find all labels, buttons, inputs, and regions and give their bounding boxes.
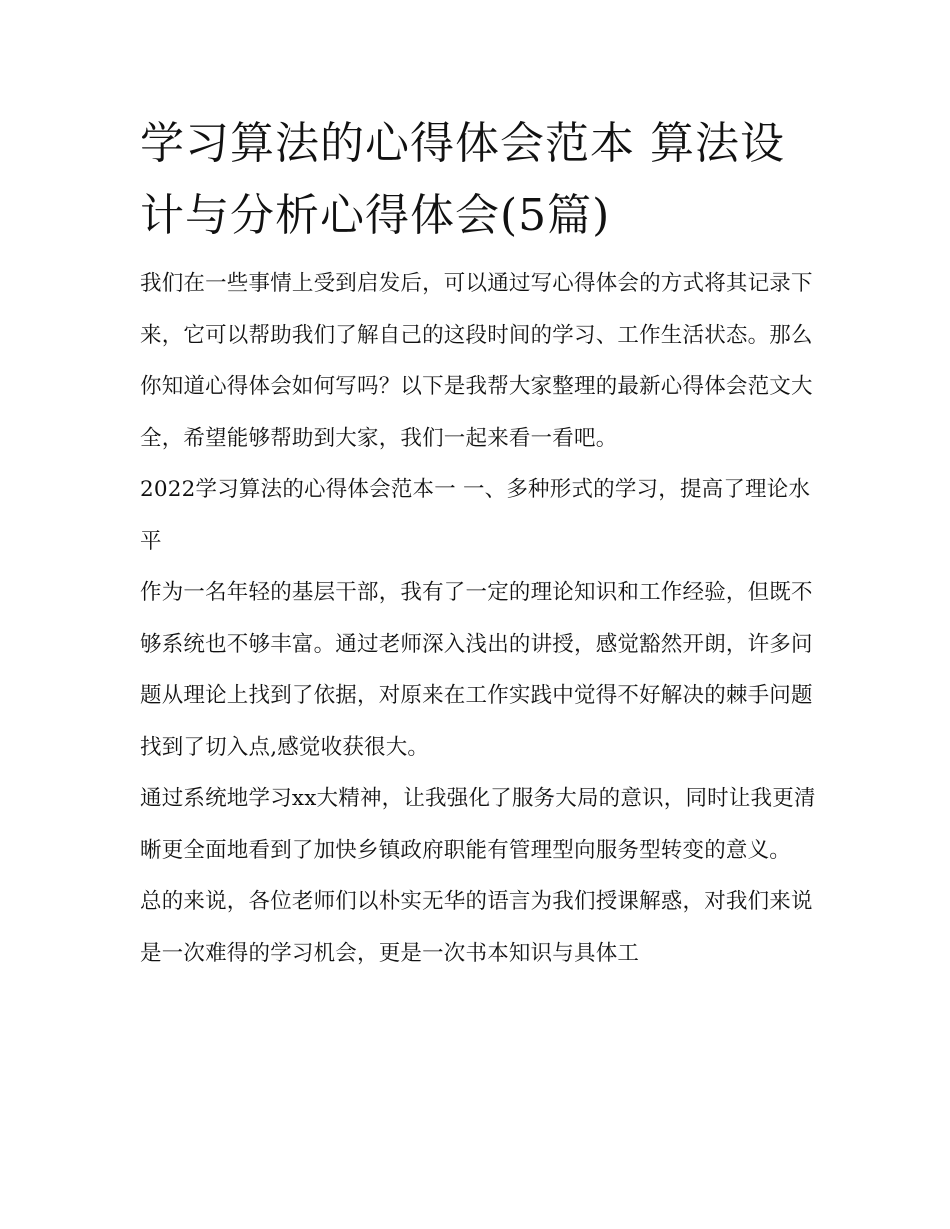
paragraph-section-heading: 2022学习算法的心得体会范本一 一、多种形式的学习，提高了理论水平 xyxy=(140,477,811,554)
document-page xyxy=(140,108,820,979)
paragraph-body-2: 通过系统地学习xx大精神，让我强化了服务大局的意识，同时让我更清晰更全面地看到了加快乡镇政府职能有管理型向服务型转变的意义。 xyxy=(140,786,816,863)
paragraph-body-3: 总的来说，各位老师们以朴实无华的语言为我们授课解惑，对我们来说是一次难得的学习机会，更是一次书本知识与具体工 xyxy=(140,889,813,966)
paragraph-intro: 我们在一些事情上受到启发后，可以通过写心得体会的方式将其记录下来，它可以帮助我们了解自己的这段时间的学习、工作生活状态。那么你知道心得体会如何写吗？以下是我帮大家整理的最新心得体会范文大全，希望能够帮助到大家，我们一起来看一看吧。 xyxy=(140,271,813,451)
document-title: 学习算法的心得体会范本 算法设计与分析心得体会(5篇) xyxy=(140,118,785,241)
paragraph-body-1: 作为一名年轻的基层干部，我有了一定的理论知识和工作经验，但既不够系统也不够丰富。通过老师深入浅出的讲授，感觉豁然开朗，许多问题从理论上找到了依据，对原来在工作实践中觉得不好解决的棘手问题找到了切入点,感觉收获很大。 xyxy=(140,580,813,760)
